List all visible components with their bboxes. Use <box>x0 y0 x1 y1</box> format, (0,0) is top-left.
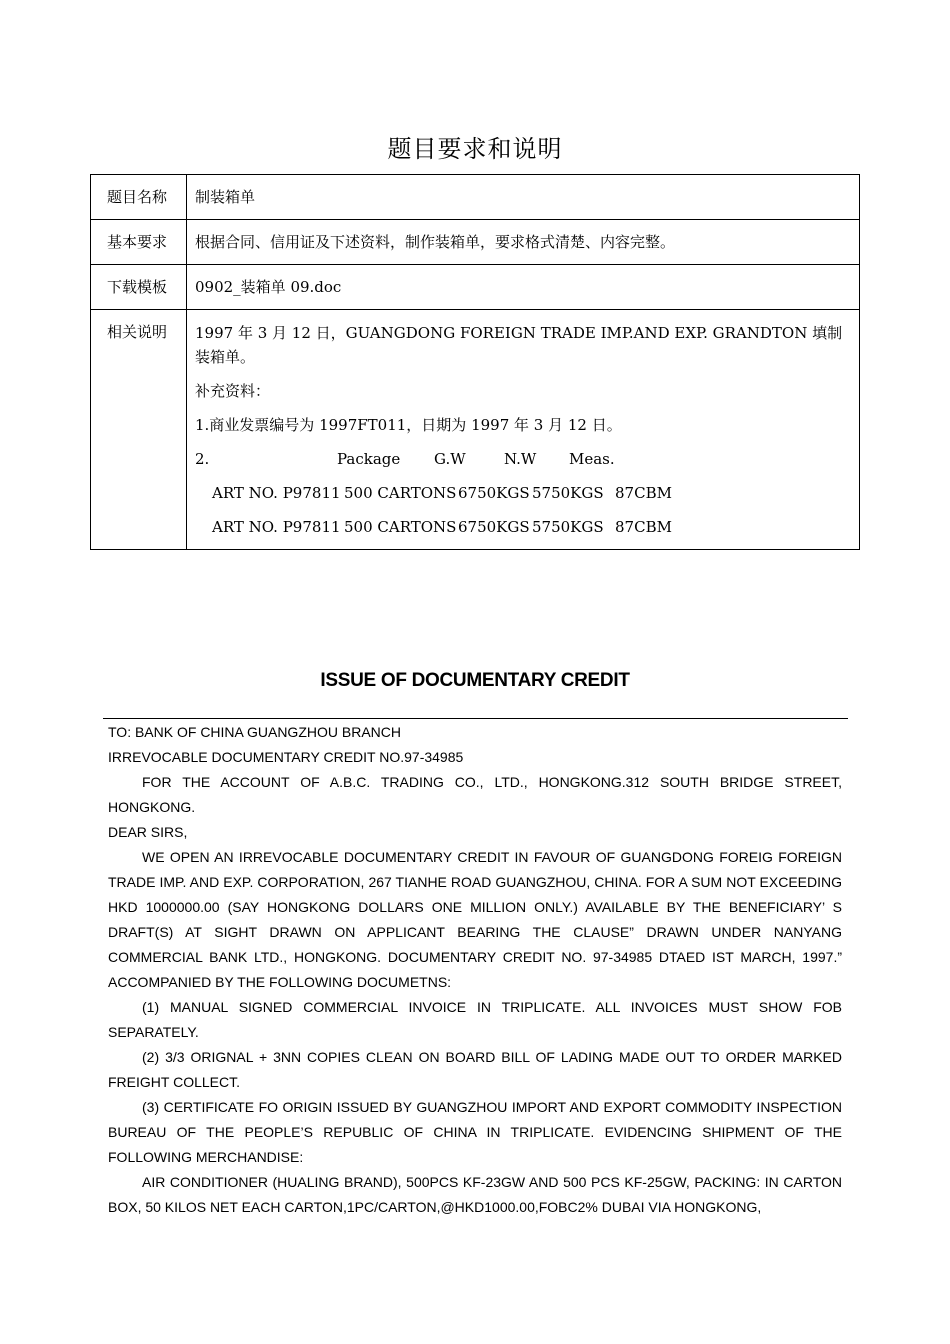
gross-weight: 6750KGS <box>458 518 530 536</box>
notes-cell <box>187 310 860 550</box>
package-count: 500 CARTONS <box>344 484 457 502</box>
net-weight: 5750KGS <box>532 484 604 502</box>
row-label-requirement: 基本要求 <box>91 220 187 265</box>
notes-line-1: 1997 年 3 月 12 日，GUANGDONG FOREIGN TRADE IMP.AND EXP. GRANDTON 填制装箱单。 <box>195 324 843 366</box>
lc-to: TO: BANK OF CHINA GUANGZHOU BRANCH <box>108 724 401 740</box>
row-value-requirement: 根据合同、信用证及下述资料，制作装箱单，要求格式清楚、内容完整。 <box>187 220 860 265</box>
row-value-title: 制装箱单 <box>187 175 860 220</box>
notes-item-1: 1.商业发票编号为 1997FT011，日期为 1997 年 3 月 12 日。 <box>195 416 622 434</box>
item-2-number: 2. <box>195 450 210 468</box>
packing-row <box>195 481 851 505</box>
lc-credit-number: IRREVOCABLE DOCUMENTARY CREDIT NO.97-34985 <box>108 749 464 765</box>
table-row <box>91 265 860 310</box>
lc-paragraph: WE OPEN AN IRREVOCABLE DOCUMENTARY CREDIT IN FAVOUR OF GUANGDONG FOREIG FOREIGN TRADE IMP. AND EXP. CORPORATION, 267 TIANHE ROAD GUANGZHOU, CHINA. FOR A SUM NOT EXCEEDING HKD 1000000.00 (SAY HONGKONG DOLLARS ONE MILLION ONLY.) AVAILABLE BY THE BENEFICIARY’ S DRAFT(S) AT SIGHT DRAWN ON APPLICANT BEARING THE CLAUSE” DRAWN UNDER NANYANG COMMERCIAL BANK LTD., HONGKONG. DOCUMENTARY CREDIT NO. 97-34985 DTAED IST MARCH, 1997.” ACCOMPANIED BY THE FOLLOWING DOCUMETNS: <box>108 849 842 990</box>
lc-item-2: (2) 3/3 ORIGNAL + 3NN COPIES CLEAN ON BOARD BILL OF LADING MADE OUT TO ORDER MARKED FREIGHT COLLECT. <box>108 1049 842 1090</box>
row-label-template: 下载模板 <box>91 265 187 310</box>
lc-account: FOR THE ACCOUNT OF A.B.C. TRADING CO., LTD., HONGKONG.312 SOUTH BRIDGE STREET, HONGKONG. <box>108 774 842 815</box>
header-package: Package <box>337 450 401 468</box>
art-no: ART NO. P97811 <box>212 518 341 536</box>
lc-item-3: (3) CERTIFICATE FO ORIGIN ISSUED BY GUANGZHOU IMPORT AND EXPORT COMMODITY INSPECTION BUREAU OF THE PEOPLE’S REPUBLIC OF CHINA IN TRIPLICATE. EVIDENCING SHIPMENT OF THE FOLLOWING MERCHANDISE: <box>108 1099 842 1165</box>
table-row <box>91 220 860 265</box>
packing-row <box>195 515 851 539</box>
requirements-table <box>90 174 860 550</box>
lc-body <box>108 720 842 1220</box>
header-meas: Meas. <box>569 450 615 468</box>
measurement: 87CBM <box>615 518 672 536</box>
table-row <box>91 310 860 550</box>
row-value-template: 0902_装箱单 09.doc <box>187 265 860 310</box>
lc-title: ISSUE OF DOCUMENTARY CREDIT <box>320 670 630 691</box>
net-weight: 5750KGS <box>532 518 604 536</box>
packing-header-row <box>195 447 851 471</box>
header-gw: G.W <box>434 450 466 468</box>
lc-salutation: DEAR SIRS, <box>108 824 188 840</box>
lc-merchandise: AIR CONDITIONER (HUALING BRAND), 500PCS KF-23GW AND 500 PCS KF-25GW, PACKING: IN CARTON BOX, 50 KILOS NET EACH CARTON,1PC/CARTON,@HKD1000.00,FOBC2% DUBAI VIA HONGKONG, <box>108 1174 842 1215</box>
header-nw: N.W <box>504 450 537 468</box>
measurement: 87CBM <box>615 484 672 502</box>
package-count: 500 CARTONS <box>344 518 457 536</box>
lc-item-1: (1) MANUAL SIGNED COMMERCIAL INVOICE IN TRIPLICATE. ALL INVOICES MUST SHOW FOB SEPARATELY. <box>108 999 842 1040</box>
row-label-notes: 相关说明 <box>91 310 187 550</box>
page-title: 题目要求和说明 <box>387 135 563 163</box>
supplement-label: 补充资料： <box>195 382 271 400</box>
row-label-title: 题目名称 <box>91 175 187 220</box>
divider <box>103 718 848 719</box>
art-no: ART NO. P97811 <box>212 484 341 502</box>
gross-weight: 6750KGS <box>458 484 530 502</box>
table-row <box>91 175 860 220</box>
